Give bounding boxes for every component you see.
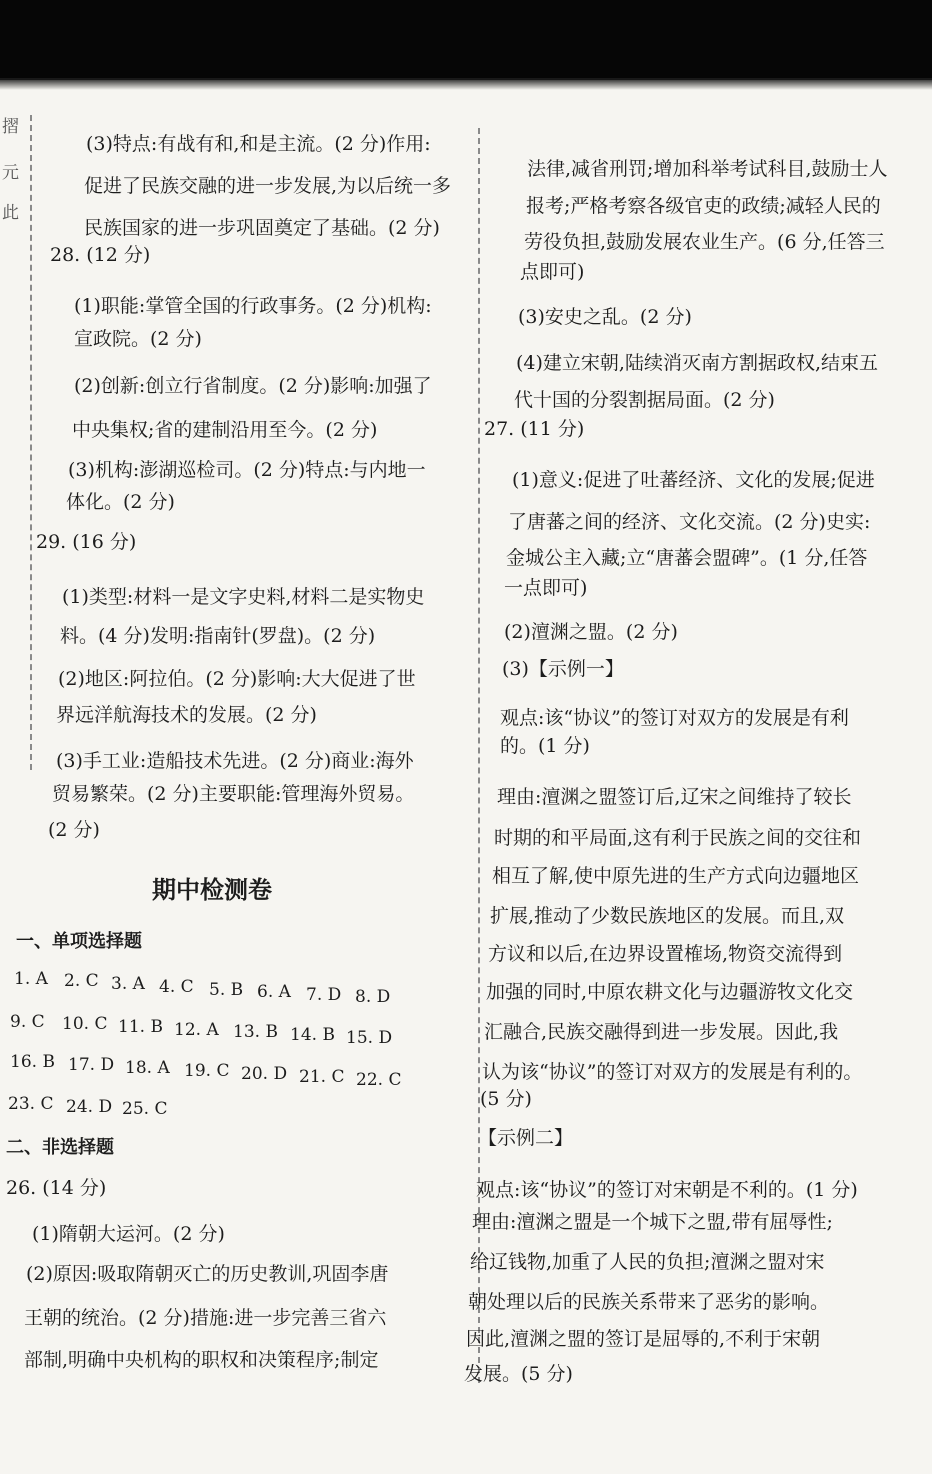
text-line: 宣政院。(2 分) — [74, 328, 202, 350]
page-edge-char: 摺 — [2, 117, 19, 137]
text-line: 界远洋航海技术的发展。(2 分) — [56, 704, 317, 726]
answer-item: 6. A — [257, 982, 291, 1002]
text-line: 相互了解,使中原先进的生产方式向边疆地区 — [492, 865, 860, 887]
answer-item: 9. C — [10, 1012, 45, 1032]
text-line: 料。(4 分)发明:指南针(罗盘)。(2 分) — [60, 625, 376, 647]
text-line: 因此,澶渊之盟的签订是屈辱的,不利于宋朝 — [466, 1328, 821, 1350]
text-line: 一点即可) — [504, 577, 588, 599]
text-line: 【示例二】 — [478, 1127, 574, 1149]
text-line: 点即可) — [520, 261, 585, 283]
text-line: 扩展,推动了少数民族地区的发展。而且,双 — [490, 905, 845, 927]
answer-item: 21. C — [299, 1067, 345, 1087]
text-line: 理由:澶渊之盟签订后,辽宋之间维持了较长 — [497, 786, 852, 808]
question-header: 26. (14 分) — [6, 1177, 107, 1199]
answer-item: 16. B — [10, 1052, 55, 1072]
answer-item: 20. D — [241, 1064, 288, 1084]
text-line: 金城公主入藏;立“唐蕃会盟碑”。(1 分,任答 — [506, 547, 868, 569]
column-divider-left — [30, 115, 32, 770]
answer-item: 1. A — [14, 969, 48, 989]
answer-item: 14. B — [290, 1025, 335, 1045]
text-line: (3)手工业:造船技术先进。(2 分)商业:海外 — [56, 750, 414, 772]
text-line: (2)澶渊之盟。(2 分) — [504, 621, 678, 643]
text-line: 体化。(2 分) — [66, 491, 175, 513]
question-header: 29. (16 分) — [36, 531, 137, 553]
answer-item: 19. C — [184, 1061, 230, 1081]
text-line: 观点:该“协议”的签订对双方的发展是有利 — [500, 707, 849, 729]
page-edge-char: 元 — [2, 163, 19, 183]
answer-item: 2. C — [64, 971, 99, 991]
text-line: (2 分) — [48, 819, 100, 841]
text-line: 王朝的统治。(2 分)措施:进一步完善三省六 — [24, 1307, 387, 1329]
text-line: 汇融合,民族交融得到进一步发展。因此,我 — [484, 1021, 839, 1043]
question-header: 28. (12 分) — [50, 244, 151, 266]
answer-item: 4. C — [159, 977, 194, 997]
answer-item: 22. C — [356, 1070, 402, 1090]
text-line: 发展。(5 分) — [464, 1363, 573, 1385]
text-line: 中央集权;省的建制沿用至今。(2 分) — [72, 419, 378, 441]
scan-top-shadow — [0, 0, 932, 80]
text-line: (3)安史之乱。(2 分) — [518, 306, 692, 328]
text-line: 劳役负担,鼓励发展农业生产。(6 分,任答三 — [524, 231, 885, 253]
text-line: (3)机构:澎湖巡检司。(2 分)特点:与内地一 — [68, 459, 426, 481]
text-line: (1)类型:材料一是文字史料,材料二是实物史 — [62, 586, 425, 608]
text-line: 民族国家的进一步巩固奠定了基础。(2 分) — [84, 217, 440, 239]
section-heading: 一、单项选择题 — [16, 931, 142, 952]
question-header: 27. (11 分) — [484, 418, 585, 440]
answer-item: 18. A — [125, 1058, 170, 1078]
answer-item: 5. B — [209, 980, 244, 1000]
answer-item: 7. D — [306, 985, 342, 1005]
text-line: 部制,明确中央机构的职权和决策程序;制定 — [24, 1349, 379, 1371]
scan-top-shadow-fade — [0, 78, 932, 90]
text-line: (5 分) — [480, 1088, 532, 1110]
text-line: (1)意义:促进了吐蕃经济、文化的发展;促进 — [512, 469, 875, 491]
answer-item: 23. C — [8, 1094, 54, 1114]
text-line: 的。(1 分) — [500, 735, 590, 757]
page-edge-char: 此 — [2, 203, 19, 223]
answer-item: 10. C — [62, 1014, 108, 1034]
text-line: 认为该“协议”的签订对双方的发展是有利的。 — [482, 1061, 863, 1083]
text-line: (1)隋朝大运河。(2 分) — [32, 1223, 225, 1245]
text-line: (3)【示例一】 — [502, 658, 624, 680]
text-line: (2)创新:创立行省制度。(2 分)影响:加强了 — [74, 375, 432, 397]
answer-item: 24. D — [66, 1097, 113, 1117]
answer-item: 13. B — [233, 1022, 278, 1042]
text-line: 贸易繁荣。(2 分)主要职能:管理海外贸易。 — [52, 783, 415, 805]
text-line: 了唐蕃之间的经济、文化交流。(2 分)史实: — [508, 511, 871, 533]
text-line: 时期的和平局面,这有利于民族之间的交往和 — [494, 827, 862, 849]
text-line: 朝处理以后的民族关系带来了恶劣的影响。 — [468, 1291, 830, 1313]
answer-item: 3. A — [111, 974, 145, 994]
text-line: (1)职能:掌管全国的行政事务。(2 分)机构: — [74, 295, 432, 317]
text-line: 代十国的分裂割据局面。(2 分) — [514, 389, 775, 411]
text-line: (2)地区:阿拉伯。(2 分)影响:大大促进了世 — [58, 668, 416, 690]
text-line: 促进了民族交融的进一步发展,为以后统一多 — [84, 175, 452, 197]
text-line: 法律,减省刑罚;增加科举考试科目,鼓励士人 — [527, 158, 888, 180]
text-line: 加强的同时,中原农耕文化与边疆游牧文化交 — [486, 981, 854, 1003]
answer-item: 25. C — [122, 1099, 168, 1119]
answer-item: 11. B — [118, 1017, 163, 1037]
exam-title: 期中检测卷 — [152, 875, 272, 904]
text-line: 观点:该“协议”的签订对宋朝是不利的。(1 分) — [476, 1179, 858, 1201]
answer-item: 12. A — [174, 1020, 219, 1040]
answer-item: 8. D — [355, 987, 391, 1007]
answer-item: 15. D — [346, 1028, 393, 1048]
section-heading: 二、非选择题 — [6, 1137, 114, 1158]
text-line: (2)原因:吸取隋朝灭亡的历史教训,巩固李唐 — [26, 1263, 389, 1285]
text-line: 报考;严格考察各级官吏的政绩;减轻人民的 — [526, 195, 881, 217]
text-line: (4)建立宋朝,陆续消灭南方割据政权,结束五 — [516, 352, 878, 374]
text-line: 给辽钱物,加重了人民的负担;澶渊之盟对宋 — [470, 1251, 825, 1273]
text-line: 理由:澶渊之盟是一个城下之盟,带有屈辱性; — [472, 1211, 833, 1233]
text-line: (3)特点:有战有和,和是主流。(2 分)作用: — [86, 133, 431, 155]
text-line: 方议和以后,在边界设置榷场,物资交流得到 — [488, 943, 843, 965]
answer-item: 17. D — [68, 1055, 115, 1075]
